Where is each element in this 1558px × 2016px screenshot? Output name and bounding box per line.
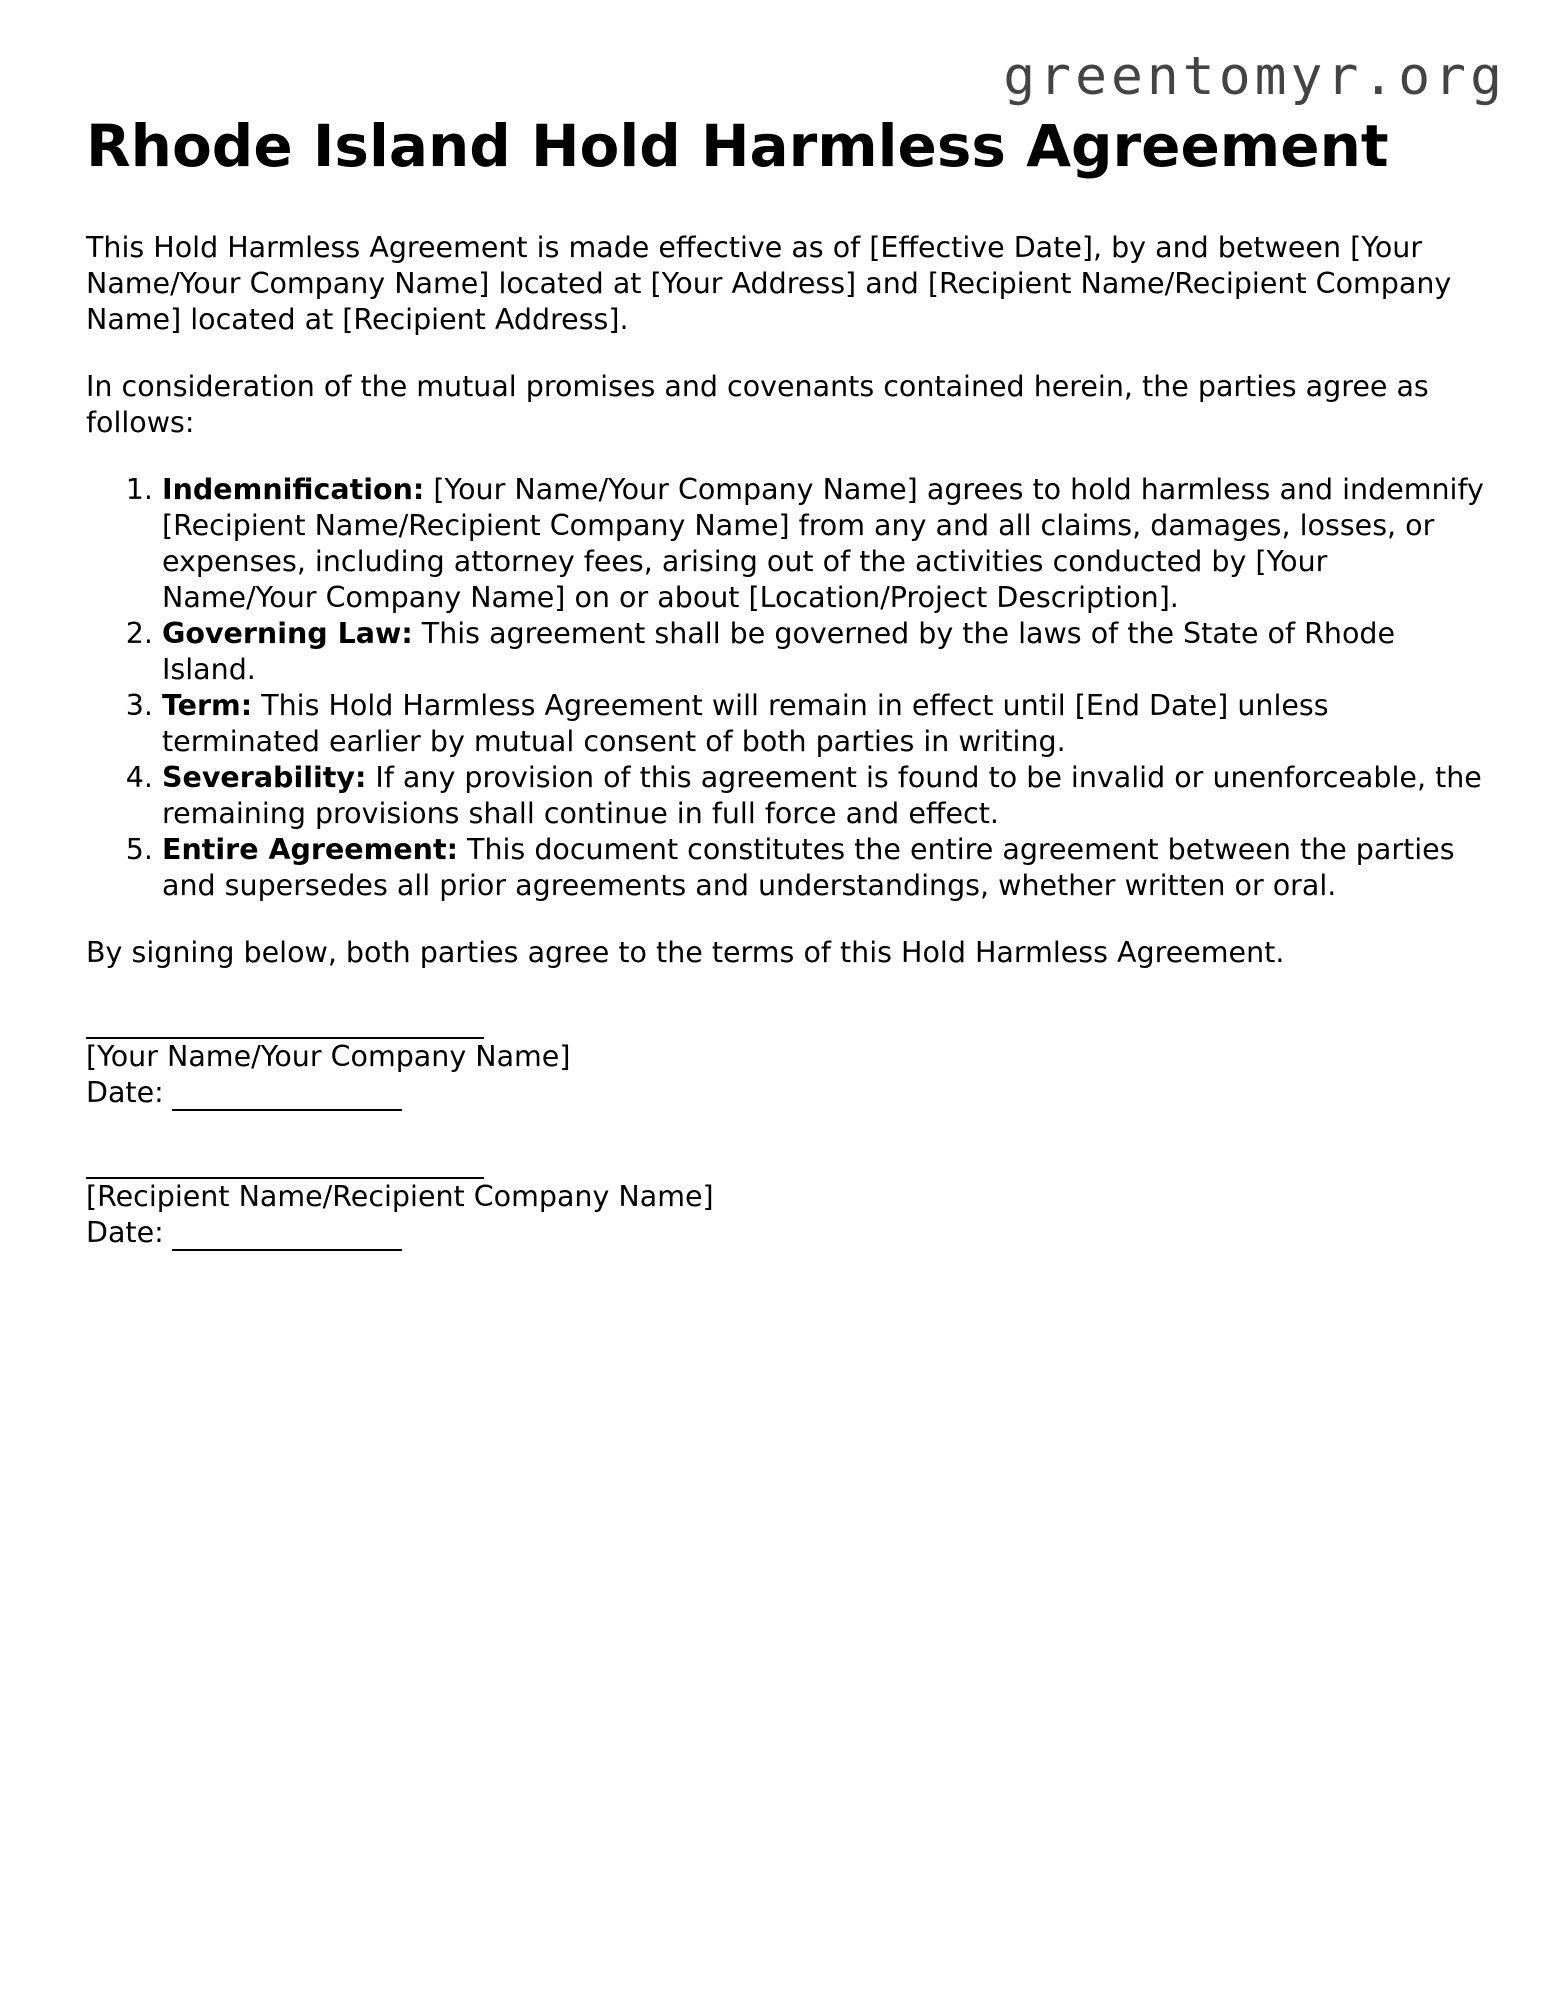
term-text: If any provision of this agreement is found to be invalid or unenforceable, the remaining provisions shall continue in full force and effect.: [162, 761, 1482, 830]
term-text: This agreement shall be governed by the laws of the State of Rhode Island.: [162, 617, 1396, 686]
term-heading: Entire Agreement:: [162, 833, 458, 866]
signatory-name: [Your Name/Your Company Name]: [86, 1040, 571, 1073]
document-title: Rhode Island Hold Harmless Agreement: [86, 112, 1389, 180]
signature-block-recipient: [86, 1147, 1486, 1251]
signature-block-party: [86, 1007, 1486, 1111]
date-row: [86, 1075, 1486, 1111]
signature-line: [86, 1007, 484, 1039]
term-heading: Severability:: [162, 761, 367, 794]
term-heading: Indemnification:: [162, 473, 425, 506]
term-text: This document constitutes the entire agreement between the parties and supersedes all prior agreements and understandings, whether written or oral.: [162, 833, 1455, 902]
term-item-entire-agreement: [162, 832, 1486, 904]
term-item-governing-law: [162, 616, 1486, 688]
term-text: [Your Name/Your Company Name] agrees to hold harmless and indemnify [Recipient Name/Recipient Company Name] from any and all claims, damages, losses, or expenses, including attorney fees, arising out of the activities conducted by [Your Name/Your Company Name] on or about [Location/Project Description].: [162, 473, 1484, 614]
terms-list: [86, 472, 1486, 904]
signature-line: [86, 1147, 484, 1179]
intro-paragraph: This Hold Harmless Agreement is made effective as of [Effective Date], by and between [Your Name/Your Company Name] located at [Your Address] and [Recipient Name/Recipient Company Name] located at [Recipient Address].: [86, 231, 1452, 336]
date-label: Date:: [86, 1216, 164, 1249]
term-text: This Hold Harmless Agreement will remain in effect until [End Date] unless terminated earlier by mutual consent of both parties in writing.: [162, 689, 1329, 758]
document-page: [86, 105, 1486, 1251]
date-label: Date:: [86, 1076, 164, 1109]
term-item-severability: [162, 760, 1486, 832]
consideration-paragraph: In consideration of the mutual promises and covenants contained herein, the parties agree as follows:: [86, 370, 1429, 439]
signatory-name: [Recipient Name/Recipient Company Name]: [86, 1180, 714, 1213]
date-row: [86, 1215, 1486, 1251]
term-item-indemnification: [162, 472, 1486, 616]
watermark: greentomyr.org: [1003, 46, 1506, 107]
term-heading: Term:: [162, 689, 253, 722]
term-heading: Governing Law:: [162, 617, 413, 650]
closing-paragraph: By signing below, both parties agree to the terms of this Hold Harmless Agreement.: [86, 936, 1285, 969]
date-line: [172, 1079, 402, 1111]
date-line: [172, 1219, 402, 1251]
term-item-term: [162, 688, 1486, 760]
